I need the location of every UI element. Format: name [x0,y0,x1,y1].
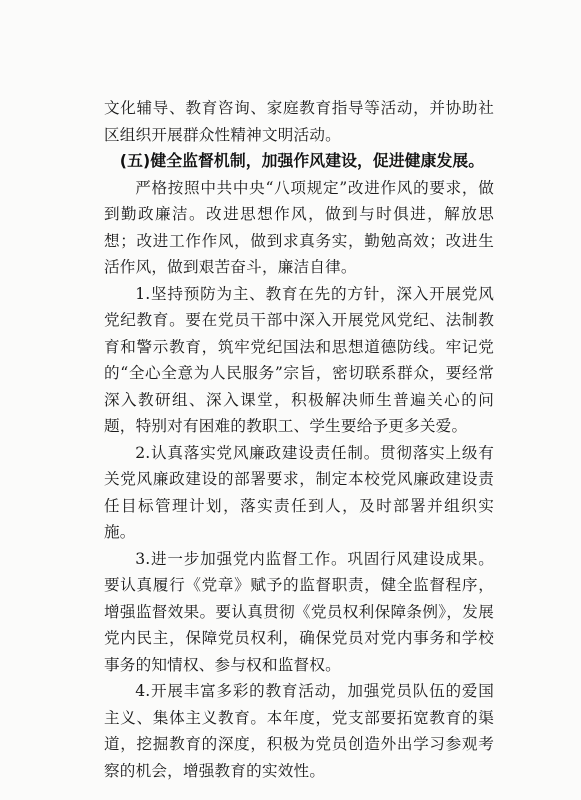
item-paragraph-4: 4.开展丰富多彩的教育活动，加强党员队伍的爱国主义、集体主义教育。本年度，党支部要拓宽教育的渠道，挖掘教育的深度，积极为党员创造外出学习参观考察的机会，增强教育的实效性。 [104,682,494,780]
item-paragraph-2: 2.认真落实党风廉政建设责任制。贯彻落实上级有关党风廉政建设的部署要求，制定本校党风廉政建设责任目标管理计划，落实责任到人，及时部署并组织实施。 [104,443,494,541]
item-paragraph-3: 3.进一步加强党内监督工作。巩固行风建设成果。要认真履行《党章》赋予的监督职责，健全监督程序，增强监督效果。要认真贯彻《党员权利保障条例》，发展党内民主，保障党员权利，确保党员对党内事务和学校事务的知情权、参与权和监督权。 [104,549,494,674]
item-paragraph-1: 1.坚持预防为主、教育在先的方针，深入开展党风党纪教育。要在党员干部中深入开展党风党纪、法制教育和警示教育，筑牢党纪国法和思想道德防线。牢记党的“全心全意为人民服务”宗旨，密切联系群众，要经常深入教研组、深入课堂，积极解决师生普遍关心的问题，特别对有困难的教职工、学生要给予更多关爱。 [104,284,494,435]
continuation-paragraph: 文化辅导、教育咨询、家庭教育指导等活动，并协助社区组织开展群众性精神文明活动。 [104,99,494,144]
section-heading: (五)健全监督机制，加强作风建设，促进健康发展。 [119,151,485,170]
intro-paragraph: 严格按照中共中央“八项规定”改进作风的要求，做到勤政廉洁。改进思想作风，做到与时俱进，解放思想；改进工作作风，做到求真务实，勤勉高效；改进生活作风，做到艰苦奋斗，廉洁自律。 [104,178,494,276]
document-body [104,95,494,784]
